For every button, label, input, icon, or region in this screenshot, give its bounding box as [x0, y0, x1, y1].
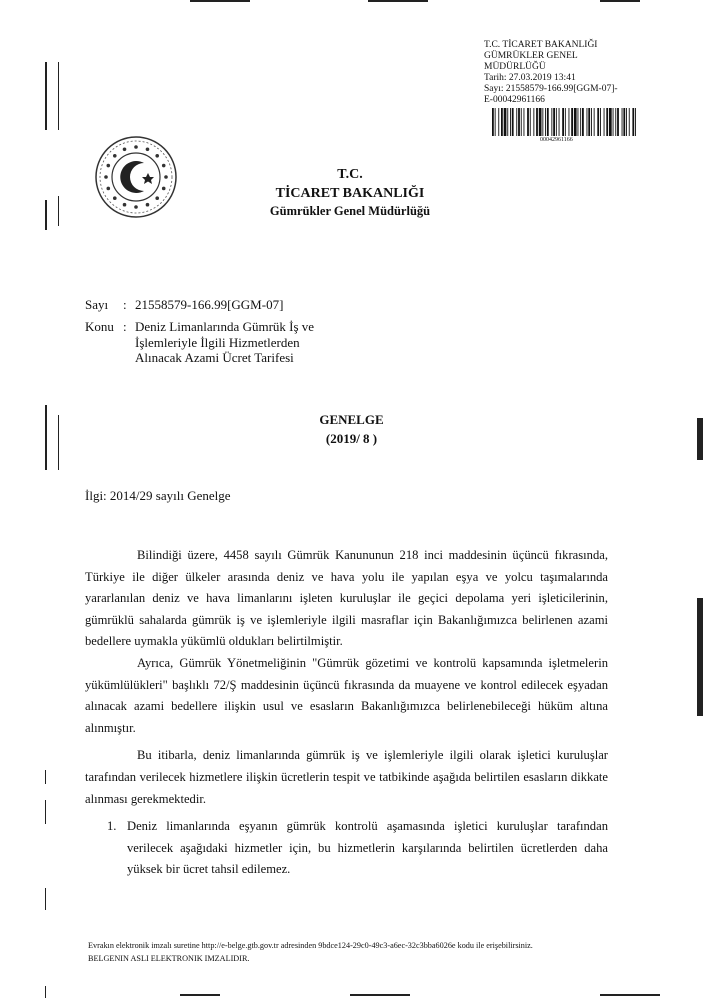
header-ministry: TİCARET BAKANLIĞI: [275, 186, 425, 201]
seal-star-icon: [162, 187, 166, 191]
seal-star-icon: [162, 164, 166, 168]
barcode-bar: [594, 108, 595, 136]
konu-label: Konu: [85, 319, 114, 334]
barcode-bar: [553, 108, 555, 136]
barcode-bar: [512, 108, 514, 136]
barcode-bar: [530, 108, 531, 136]
konu-row: Konu : Deniz Limanlarında Gümrük İş ve İşlemleriyle İlgili Hizmetlerden Alınacak Azami Ücret Tarifesi: [85, 319, 315, 365]
barcode-bar: [609, 108, 612, 136]
stamp-line: E-00042961166: [484, 95, 545, 105]
document-stamp: [484, 40, 674, 106]
barcode-bar: [536, 108, 538, 136]
barcode-bar: [518, 108, 520, 136]
barcode-bar: [635, 108, 636, 136]
sayi-value: 21558579-166.99[GGM-07]: [135, 297, 284, 312]
barcode-bar: [565, 108, 566, 136]
barcode-bar: [578, 108, 579, 136]
barcode-bar: [580, 108, 581, 136]
barcode-bar: [545, 108, 546, 136]
paragraph: Ayrıca, Gümrük Yönetmeliğinin "Gümrük gözetimi ve kontrolü kapsamında işletmelerin yükümlülükleri" başlıklı 72/Ş maddesinin üçüncü fıkrasında da muayene ve kontrol edilecek eşyadan alınacak azami bedellere ilişkin usul ve esasların Bakanlığımızca belirlenebileceği hüküm altına alınmıştır.: [85, 655, 608, 735]
barcode-bar: [606, 108, 608, 136]
barcode-bar: [613, 108, 614, 136]
seal-star-icon: [146, 147, 150, 151]
seal-star-icon: [113, 154, 117, 158]
barcode: [492, 108, 640, 136]
sayi-row: Sayı : 21558579-166.99[GGM-07]: [85, 297, 284, 312]
konu-line: Alınacak Azami Ücret Tarifesi: [135, 350, 294, 365]
barcode-bar: [604, 108, 605, 136]
body-text: [85, 545, 608, 881]
barcode-bar: [629, 108, 630, 136]
konu-line: İşlemleriyle İlgili Hizmetlerden: [135, 334, 300, 350]
paragraph: Bilindiği üzere, 4458 sayılı Gümrük Kanununun 218 inci maddesinin üçüncü fıkrasında, Türkiye ile diğer ülkeler arasında deniz ve hava yolu ile yapılan eşya ve yolcu taşımalarında yararlanılan deniz ve hava limanlarını işleten kuruluşlar ile geçici depolama yeri işleticilerinin, gümrüklü sahalarda gümrük iş ve işlemleriyle ilgili masraflar için Bakanlığımızca belirlenen azami bedellere uymakla yükümlü oldukları belirtilmiştir.: [85, 548, 608, 649]
barcode-bar: [615, 108, 616, 136]
ilgi-line: İlgi: 2014/29 sayılı Genelge: [85, 488, 231, 503]
barcode-bar: [626, 108, 627, 136]
barcode-bar: [600, 108, 601, 136]
seal-star-icon: [113, 196, 117, 200]
barcode-bar: [547, 108, 549, 136]
stamp-line: T.C. TİCARET BAKANLIĞI: [484, 40, 598, 50]
barcode-bar: [516, 108, 517, 136]
barcode-bar: [504, 108, 507, 136]
barcode-bar: [501, 108, 503, 136]
barcode-bar: [551, 108, 552, 136]
barcode-bar: [632, 108, 634, 136]
list-item: [85, 816, 608, 881]
barcode-bar: [542, 108, 543, 136]
header-directorate: Gümrükler Genel Müdürlüğü: [269, 204, 431, 218]
footer-note: BELGENIN ASLI ELEKTRONIK IMZALIDIR.: [88, 954, 250, 963]
barcode-bar: [582, 108, 584, 136]
barcode-bar: [588, 108, 590, 136]
barcode-bar: [622, 108, 623, 136]
document-number: (2019/ 8 ): [325, 431, 378, 446]
barcode-bar: [591, 108, 592, 136]
barcode-number: 00042961166: [540, 137, 573, 143]
stamp-line: Tarih: 27.03.2019 13:41: [484, 73, 576, 83]
barcode-bar: [623, 108, 625, 136]
barcode-bar: [617, 108, 619, 136]
konu-line: Deniz Limanlarında Gümrük İş ve: [135, 319, 315, 334]
barcode-bar: [524, 108, 525, 136]
barcode-bar: [539, 108, 542, 136]
stamp-line: Sayı: 21558579-166.99[GGM-07]-: [484, 84, 618, 94]
ministry-seal-icon: [92, 133, 180, 221]
barcode-bar: [562, 108, 564, 136]
barcode-bar: [507, 108, 508, 136]
seal-star-icon: [155, 154, 159, 158]
barcode-bar: [571, 108, 573, 136]
document-title: GENELGE: [319, 412, 384, 427]
barcode-bar: [533, 108, 534, 136]
seal-star-icon: [146, 203, 150, 207]
barcode-bar: [521, 108, 522, 136]
barcode-bar: [498, 108, 499, 136]
barcode-bar: [597, 108, 599, 136]
seal-star-icon: [123, 147, 127, 151]
barcode-bar: [527, 108, 529, 136]
barcode-bar: [510, 108, 511, 136]
footer-link-line: Evrakın elektronik imzalı suretine http://e-belge.gtb.gov.tr adresinden 9bdce124-29c0-49c3-a6ec-32c3bba6026e kodu ile erişebilirsiniz.: [88, 941, 533, 950]
seal-star-icon: [106, 164, 110, 168]
list-number: 1.: [107, 819, 117, 834]
seal-star-icon: [123, 203, 127, 207]
barcode-bar: [587, 108, 588, 136]
stamp-line: GÜMRÜKLER GENEL: [484, 51, 578, 61]
barcode-bar: [574, 108, 577, 136]
stamp-line: MÜDÜRLÜĞÜ: [484, 62, 546, 72]
barcode-bar: [556, 108, 557, 136]
barcode-bar: [559, 108, 560, 136]
paragraph: Bu itibarla, deniz limanlarında gümrük iş ve işlemleriyle ilgili olarak işletici kuruluşlar tarafından verilecek hizmetlere ilişkin ücretlerin tespit ve tatbikinde aşağıda belirtilen esasların dikkate alınması gerekmektedir.: [85, 748, 608, 806]
seal-star-icon: [134, 205, 138, 209]
barcode-bar: [492, 108, 494, 136]
seal-star-icon: [155, 196, 159, 200]
barcode-bar: [495, 108, 496, 136]
sayi-label: Sayı: [85, 297, 109, 312]
seal-star-icon: [134, 145, 138, 149]
list-text: Deniz limanlarında eşyanın gümrük kontrolü aşamasında işletici kuruluşlar tarafından verilecek aşağıdaki hizmetler için, bu hizmetlerin karşılarında belirtilen ücretlerden daha yüksek bir ücret tahsil edilemez.: [127, 819, 608, 877]
seal-star-icon: [104, 175, 108, 179]
header-tc: T.C.: [337, 167, 363, 182]
barcode-bar: [569, 108, 570, 136]
seal-star-icon: [164, 175, 168, 179]
seal-star-icon: [106, 187, 110, 191]
